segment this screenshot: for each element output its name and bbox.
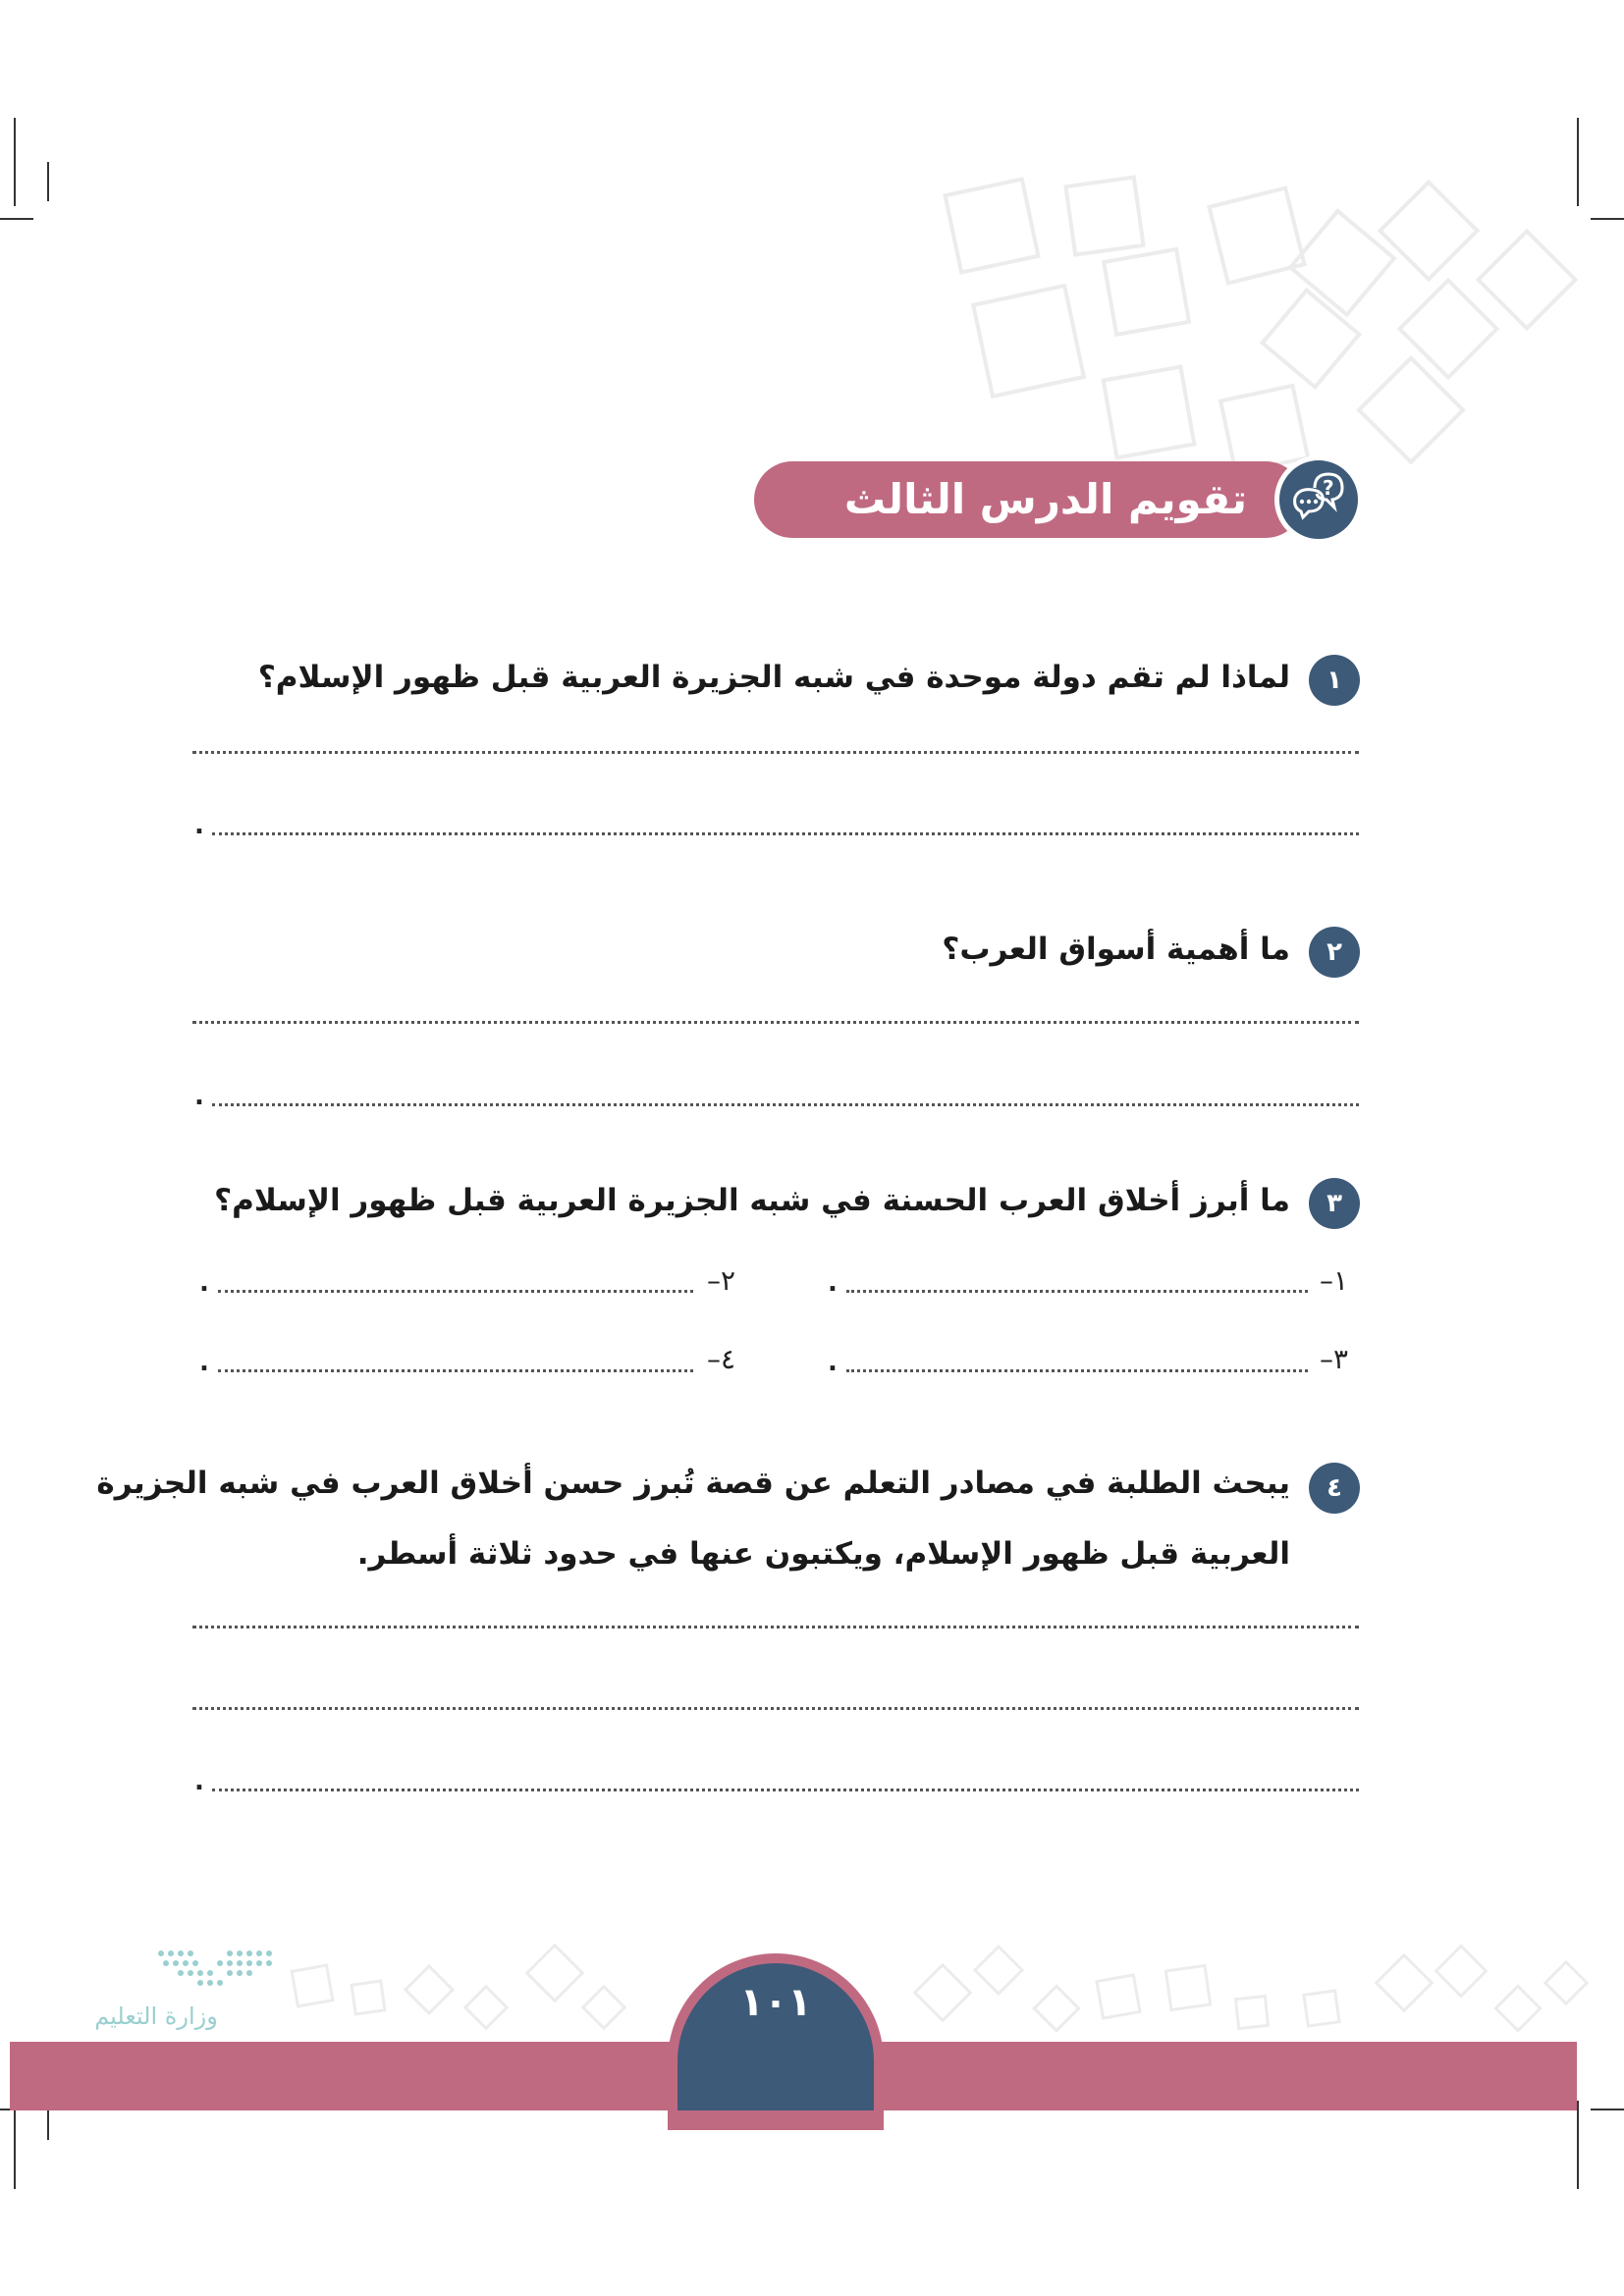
answer-line[interactable] — [846, 1369, 1308, 1372]
item-2-label: ٢– — [707, 1264, 736, 1297]
svg-text:?: ? — [1323, 476, 1334, 500]
question-bubble-icon — [1274, 455, 1363, 544]
line-end-dot: . — [199, 1268, 209, 1298]
line-end-dot: . — [828, 1348, 838, 1377]
ministry-name: وزارة التعليم — [94, 2002, 218, 2030]
question-number-badge: ١ — [1309, 655, 1360, 706]
question-number-badge: ٢ — [1309, 927, 1360, 978]
answer-line[interactable] — [212, 1103, 1359, 1106]
page-number: ١٠١ — [739, 1980, 812, 2025]
answer-line[interactable] — [212, 1789, 1359, 1791]
line-end-dot: . — [194, 811, 204, 840]
lesson-title: تقويم الدرس الثالث عشر — [843, 475, 1247, 600]
question-2-text: ما أهمية أسواق العرب؟ — [942, 932, 1290, 967]
answer-line[interactable] — [212, 832, 1359, 835]
answer-line[interactable] — [192, 751, 1359, 754]
answer-line[interactable] — [218, 1369, 693, 1372]
question-4-text-line1: يبحث الطلبة في مصادر التعلم عن قصة تُبرز حسن أخلاق العرب في شبه الجزيرة — [96, 1466, 1290, 1501]
item-4-label: ٤– — [707, 1343, 736, 1375]
item-3-label: ٣– — [1320, 1343, 1349, 1375]
line-end-dot: . — [194, 1082, 204, 1111]
question-3-text: ما أبرز أخلاق العرب الحسنة في شبه الجزيرة العربية قبل ظهور الإسلام؟ — [214, 1183, 1290, 1218]
line-end-dot: . — [194, 1767, 204, 1796]
question-1-text: لماذا لم تقم دولة موحدة في شبه الجزيرة العربية قبل ظهور الإسلام؟ — [257, 660, 1290, 695]
answer-line[interactable] — [192, 1707, 1359, 1710]
line-end-dot: . — [199, 1348, 209, 1377]
answer-line[interactable] — [846, 1290, 1308, 1293]
answer-line[interactable] — [192, 1626, 1359, 1629]
answer-line[interactable] — [218, 1290, 693, 1293]
question-number-badge: ٣ — [1309, 1178, 1360, 1229]
item-1-label: ١– — [1320, 1264, 1349, 1297]
answer-line[interactable] — [192, 1021, 1359, 1024]
line-end-dot: . — [828, 1268, 838, 1298]
question-number-badge: ٤ — [1309, 1463, 1360, 1514]
question-4-text-line2: العربية قبل ظهور الإسلام، ويكتبون عنها في حدود ثلاثة أسطر. — [356, 1536, 1290, 1572]
